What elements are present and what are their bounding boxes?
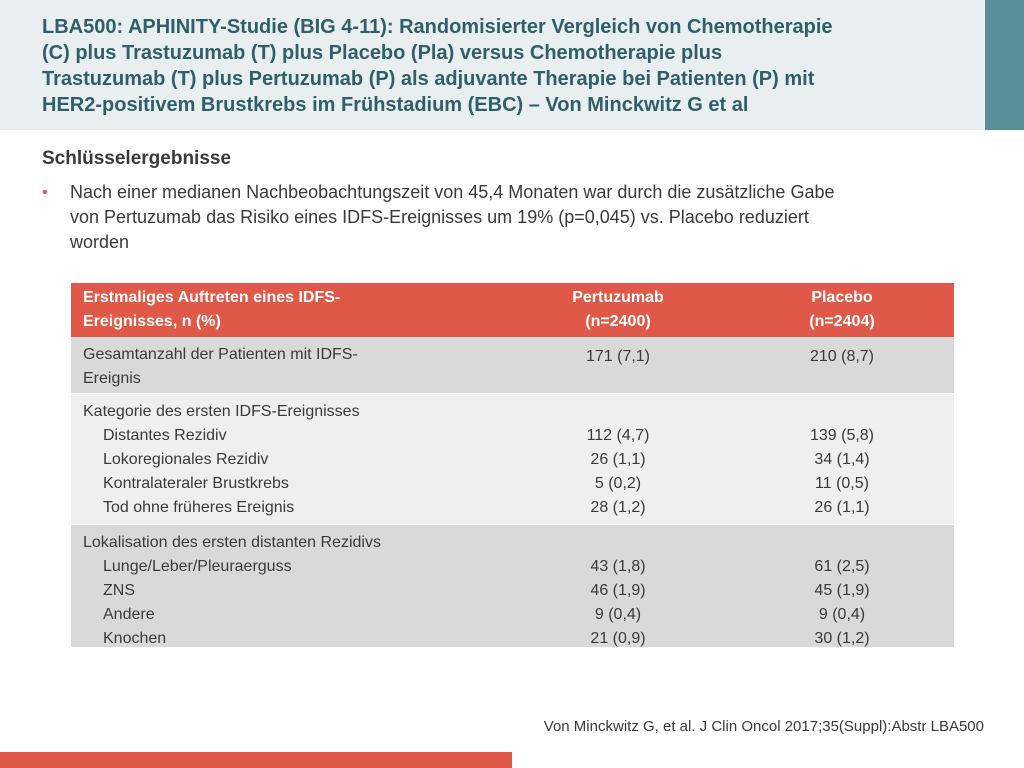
accent-bar bbox=[985, 0, 1024, 130]
header-pertuzumab: Pertuzumab (n=2400) bbox=[572, 289, 664, 330]
bullet-line: von Pertuzumab das Risiko eines IDFS-Ereignisses um 19% (p=0,045) vs. Placebo reduziert bbox=[70, 207, 809, 227]
header-placebo: Placebo (n=2404) bbox=[809, 289, 875, 330]
category-placebo: 139 (5,8) 34 (1,4) 11 (0,5) 26 (1,1) bbox=[809, 427, 875, 516]
bullet-text bbox=[70, 180, 1000, 255]
location-placebo: 61 (2,5) 45 (1,9) 9 (0,4) 30 (1,2) bbox=[814, 558, 870, 647]
bullet-line: Nach einer medianen Nachbeobachtungszeit von 45,4 Monaten war durch die zusätzliche Gabe bbox=[70, 182, 835, 202]
subheading: Schlüsselergebnisse bbox=[42, 148, 232, 169]
category-labels: Kategorie des ersten IDFS-Ereignisses Distantes Rezidiv Lokoregionales Rezidiv Kontralateraler Brustkrebs Tod ohne früheres Ereignis bbox=[83, 403, 360, 516]
location-labels: Lokalisation des ersten distanten Rezidivs Lunge/Leber/Pleuraerguss ZNS Andere Knochen bbox=[83, 534, 381, 647]
citation: Von Minckwitz G, et al. J Clin Oncol 2017;35(Suppl):Abstr LBA500 bbox=[543, 718, 984, 735]
slide-title bbox=[42, 14, 972, 118]
results-table bbox=[71, 283, 954, 647]
location-pertuzumab: 43 (1,8) 46 (1,9) 9 (0,4) 21 (0,9) bbox=[590, 558, 646, 647]
title-line: HER2-positivem Brustkrebs im Frühstadium (EBC) – Von Minckwitz G et al bbox=[42, 94, 749, 116]
table-row-category bbox=[71, 393, 954, 525]
title-line: Trastuzumab (T) plus Pertuzumab (P) als adjuvante Therapie bei Patienten (P) mit bbox=[42, 68, 815, 90]
header-event: Erstmaliges Auftreten eines IDFS- Ereignisses, n (%) bbox=[83, 289, 341, 330]
total-pertuzumab: 171 (7,1) bbox=[585, 348, 651, 365]
table-row-total bbox=[71, 337, 954, 393]
total-label: Gesamtanzahl der Patienten mit IDFS- Ereignis bbox=[83, 346, 358, 387]
table-row-location bbox=[71, 525, 954, 647]
footer-accent-bar bbox=[0, 752, 512, 768]
total-placebo: 210 (8,7) bbox=[809, 348, 875, 365]
title-line: (C) plus Trastuzumab (T) plus Placebo (Pla) versus Chemotherapie plus bbox=[42, 42, 723, 64]
bullet-dot-icon: • bbox=[42, 184, 48, 201]
bullet-line: worden bbox=[70, 232, 130, 252]
category-pertuzumab: 112 (4,7) 26 (1,1) 5 (0,2) 28 (1,2) bbox=[586, 427, 650, 516]
title-line: LBA500: APHINITY-Studie (BIG 4-11): Randomisierter Vergleich von Chemotherapie bbox=[42, 16, 833, 38]
table-header-row bbox=[71, 283, 954, 337]
